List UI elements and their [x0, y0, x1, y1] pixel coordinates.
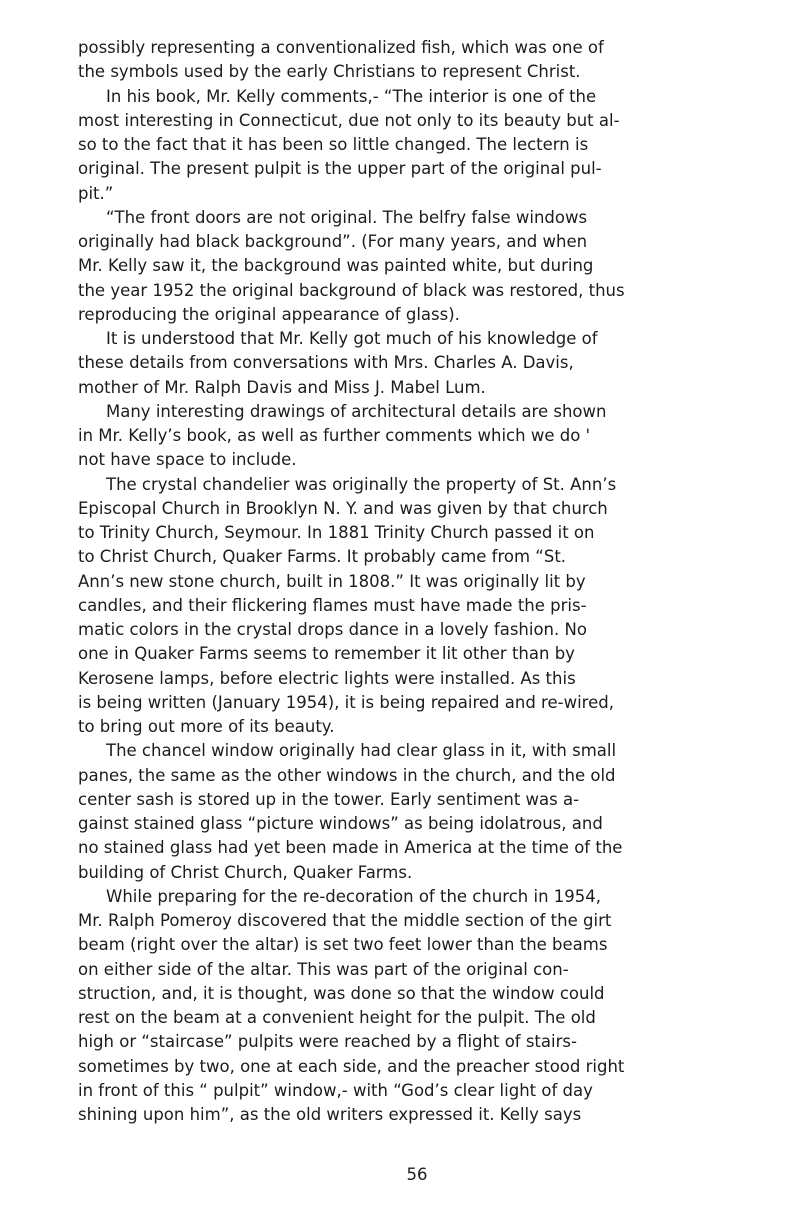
paragraph: [78, 206, 778, 327]
text-line: Mr. Kelly saw it, the background was painted white, but during: [78, 256, 594, 276]
text-line: original. The present pulpit is the upper part of the original pul-: [78, 159, 602, 179]
text-line: these details from conversations with Mrs. Charles A. Davis,: [78, 353, 574, 373]
paragraph: [78, 739, 778, 885]
text-line: beam (right over the altar) is set two feet lower than the beams: [78, 935, 608, 955]
text-line: The crystal chandelier was originally the property of St. Ann’s: [106, 474, 617, 494]
text-line: to Trinity Church, Seymour. In 1881 Trinity Church passed it on: [78, 523, 595, 542]
text-line: in front of this “ pulpit” window,- with “God’s clear light of day: [78, 1080, 593, 1100]
text-line: high or “staircase” pulpits were reached by a flight of stairs-: [78, 1032, 577, 1052]
paragraph: [78, 885, 778, 1128]
text-line: the symbols used by the early Christians to represent Christ.: [78, 62, 581, 82]
text-line: no stained glass had yet been made in America at the time of the: [78, 838, 623, 858]
text-line: building of Christ Church, Quaker Farms.: [78, 862, 413, 882]
text-line: to bring out more of its beauty.: [78, 717, 335, 736]
paragraph: [78, 327, 778, 400]
text-line: struction, and, it is thought, was done so that the window could: [78, 983, 605, 1003]
page-number: 56: [406, 1165, 428, 1184]
paragraph: [78, 473, 778, 740]
text-line: While preparing for the re-decoration of the church in 1954,: [106, 886, 602, 906]
text-line: so to the fact that it has been so little changed. The lectern is: [78, 135, 589, 154]
text-line: not have space to include.: [78, 450, 297, 470]
body-text: [78, 36, 778, 1127]
text-line: originally had black background”. (For many years, and when: [78, 232, 588, 251]
text-line: In his book, Mr. Kelly comments,- “The interior is one of the: [106, 86, 597, 106]
text-line: on either side of the altar. This was part of the original con-: [78, 959, 569, 979]
text-line: most interesting in Connecticut, due not only to its beauty but al-: [78, 110, 620, 130]
paragraph: [78, 36, 778, 85]
text-line: “The front doors are not original. The belfry false windows: [106, 207, 588, 227]
text-line: is being written (January 1954), it is being repaired and re-wired,: [78, 692, 614, 712]
text-line: reproducing the original appearance of glass).: [78, 304, 460, 324]
text-line: sometimes by two, one at each side, and the preacher stood right: [78, 1056, 625, 1076]
text-line: The chancel window originally had clear glass in it, with small: [106, 741, 617, 761]
text-line: rest on the beam at a convenient height for the pulpit. The old: [78, 1008, 596, 1027]
text-line: shining upon him”, as the old writers expressed it. Kelly says: [78, 1105, 582, 1124]
text-line: the year 1952 the original background of black was restored, thus: [78, 280, 625, 300]
text-line: panes, the same as the other windows in the church, and the old: [78, 765, 616, 785]
text-line: center sash is stored up in the tower. Early sentiment was a-: [78, 789, 580, 809]
text-line: to Christ Church, Quaker Farms. It probably came from “St.: [78, 547, 567, 567]
text-line: Episcopal Church in Brooklyn N. Y. and was given by that church: [78, 498, 608, 518]
paragraph: [78, 400, 778, 473]
text-line: gainst stained glass “picture windows” as being idolatrous, and: [78, 814, 603, 833]
text-line: pit.”: [78, 183, 114, 203]
text-line: mother of Mr. Ralph Davis and Miss J. Mabel Lum.: [78, 377, 486, 397]
text-line: in Mr. Kelly’s book, as well as further comments which we do ': [78, 426, 591, 445]
text-line: one in Quaker Farms seems to remember it lit other than by: [78, 644, 575, 664]
text-line: It is understood that Mr. Kelly got much of his knowledge of: [106, 329, 598, 348]
text-line: Mr. Ralph Pomeroy discovered that the middle section of the girt: [78, 911, 612, 930]
text-line: candles, and their flickering flames must have made the pris-: [78, 595, 587, 615]
text-line: Kerosene lamps, before electric lights were installed. As this: [78, 668, 576, 688]
text-line: possibly representing a conventionalized fish, which was one of: [78, 38, 604, 57]
text-line: matic colors in the crystal drops dance in a lovely fashion. No: [78, 620, 587, 639]
paragraph: [78, 85, 778, 206]
text-line: Ann’s new stone church, built in 1808.” It was originally lit by: [78, 571, 586, 591]
text-line: Many interesting drawings of architectural details are shown: [106, 401, 607, 421]
